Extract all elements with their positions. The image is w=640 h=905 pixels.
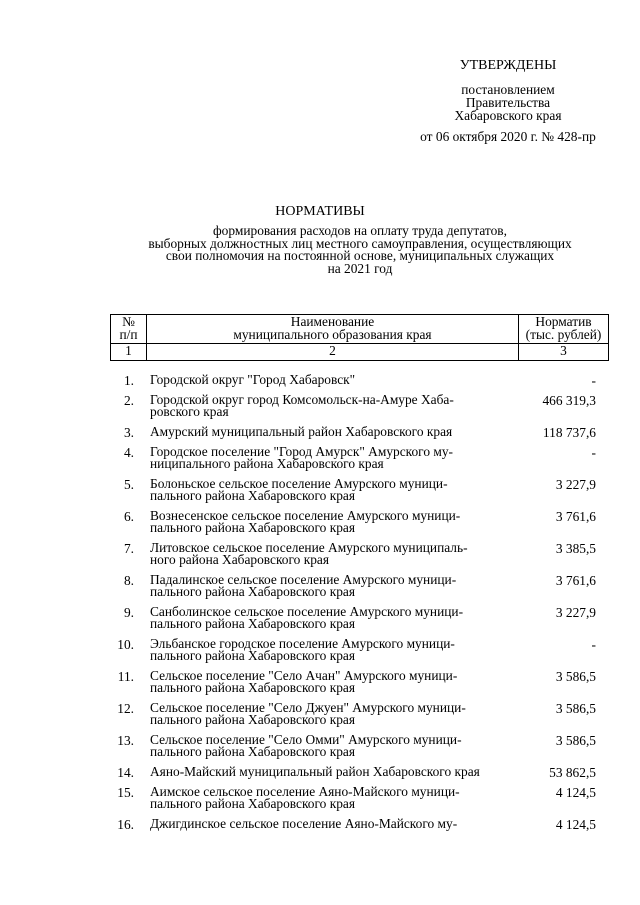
row-number: 8. bbox=[123, 573, 134, 588]
row-value: 53 862,5 bbox=[549, 765, 596, 780]
row-number: 14. bbox=[117, 765, 134, 780]
row-number: 1. bbox=[123, 373, 134, 388]
row-number: 7. bbox=[123, 541, 134, 556]
row-name-line: Городской округ "Город Хабаровск" bbox=[150, 372, 356, 387]
row-number: 3. bbox=[123, 425, 134, 440]
row-name-line: Городской округ город Комсомольск-на-Амуре Хаба- bbox=[150, 392, 454, 407]
row-value: - bbox=[591, 637, 596, 652]
row-name-line: пального района Хабаровского края bbox=[150, 584, 356, 599]
row-value: 3 227,9 bbox=[555, 605, 596, 620]
column-number-cell: 3 bbox=[519, 344, 609, 361]
row-value: 3 761,6 bbox=[555, 509, 596, 524]
row-name-line: Сельское поселение "Село Омми" Амурского муници- bbox=[150, 732, 462, 747]
header-text: муниципального образования края bbox=[233, 326, 432, 342]
approval-block bbox=[400, 58, 616, 144]
row-name bbox=[150, 702, 520, 726]
row-number: 10. bbox=[117, 637, 134, 652]
header-row bbox=[111, 315, 609, 344]
row-value: 466 319,3 bbox=[542, 393, 596, 408]
row-number: 12. bbox=[117, 701, 134, 716]
header-name-cell bbox=[147, 315, 519, 344]
row-number: 4. bbox=[123, 445, 134, 460]
row-name-line: Эльбанское городское поселение Амурского муници- bbox=[150, 636, 455, 651]
row-name bbox=[150, 478, 520, 502]
column-number-cell: 1 bbox=[111, 344, 147, 361]
row-number: 6. bbox=[123, 509, 134, 524]
row-name bbox=[150, 394, 520, 418]
document-title: НОРМАТИВЫ bbox=[275, 204, 365, 219]
row-name bbox=[150, 734, 520, 758]
row-name bbox=[150, 818, 520, 830]
column-number-row bbox=[111, 344, 609, 361]
approval-heading: УТВЕРЖДЕНЫ bbox=[459, 58, 557, 73]
row-value: 3 385,5 bbox=[555, 541, 596, 556]
row-value: - bbox=[591, 373, 596, 388]
row-name bbox=[150, 606, 520, 630]
header-text: (тыс. рублей) bbox=[525, 326, 602, 342]
document-subtitle bbox=[100, 225, 620, 275]
header-text: Наименование bbox=[290, 314, 375, 329]
subtitle-line: формирования расходов на оплату труда депутатов, bbox=[213, 223, 507, 238]
row-value: 4 124,5 bbox=[555, 817, 596, 832]
row-name-line: ровского края bbox=[150, 404, 229, 419]
row-name bbox=[150, 766, 520, 778]
subtitle-line: свои полномочия на постоянной основе, муниципальных служащих bbox=[165, 248, 555, 263]
row-name-line: пального района Хабаровского края bbox=[150, 744, 356, 759]
row-name-line: Сельское поселение "Село Ачан" Амурского муници- bbox=[150, 668, 458, 683]
row-name-line: пального района Хабаровского края bbox=[150, 796, 356, 811]
row-name-line: Болоньское сельское поселение Амурского муници- bbox=[150, 476, 448, 491]
row-name bbox=[150, 786, 520, 810]
row-name-line: ного района Хабаровского края bbox=[150, 552, 329, 567]
row-name-line: Литовское сельское поселение Амурского муниципаль- bbox=[150, 540, 468, 555]
row-number: 2. bbox=[123, 393, 134, 408]
row-name bbox=[150, 638, 520, 662]
row-name bbox=[150, 670, 520, 694]
row-name-line: Сельское поселение "Село Джуен" Амурского муници- bbox=[150, 700, 466, 715]
row-name-line: Амурский муниципальный район Хабаровского края bbox=[150, 424, 453, 439]
column-number-cell: 2 bbox=[147, 344, 519, 361]
row-value: 4 124,5 bbox=[555, 785, 596, 800]
row-number: 15. bbox=[117, 785, 134, 800]
row-name-line: Джигдинское сельское поселение Аяно-Майского му- bbox=[150, 816, 458, 831]
row-value: - bbox=[591, 445, 596, 460]
row-name-line: пального района Хабаровского края bbox=[150, 648, 356, 663]
row-number: 5. bbox=[123, 477, 134, 492]
row-name-line: ниципального района Хабаровского края bbox=[150, 456, 384, 471]
row-value: 3 761,6 bbox=[555, 573, 596, 588]
row-name bbox=[150, 446, 520, 470]
header-text: № bbox=[122, 314, 135, 329]
row-number: 9. bbox=[123, 605, 134, 620]
row-name-line: пального района Хабаровского края bbox=[150, 680, 356, 695]
approval-line: постановлением bbox=[461, 82, 555, 97]
row-name-line: пального района Хабаровского края bbox=[150, 616, 356, 631]
row-name-line: Санболинское сельское поселение Амурского муници- bbox=[150, 604, 464, 619]
row-name bbox=[150, 574, 520, 598]
row-name bbox=[150, 374, 520, 386]
row-name-line: Падалинское сельское поселение Амурского муници- bbox=[150, 572, 457, 587]
row-name-line: Аяно-Майский муниципальный район Хабаровского края bbox=[150, 764, 480, 779]
row-name-line: пального района Хабаровского края bbox=[150, 520, 356, 535]
row-name-line: пального района Хабаровского края bbox=[150, 488, 356, 503]
table-header bbox=[110, 314, 609, 361]
row-value: 3 586,5 bbox=[555, 733, 596, 748]
header-number-cell bbox=[111, 315, 147, 344]
row-name bbox=[150, 426, 520, 438]
header-text: п/п bbox=[119, 326, 138, 342]
row-name bbox=[150, 542, 520, 566]
row-name-line: Вознесенское сельское поселение Амурского муници- bbox=[150, 508, 461, 523]
row-value: 118 737,6 bbox=[542, 425, 596, 440]
row-name bbox=[150, 510, 520, 534]
header-text: Норматив bbox=[535, 314, 592, 329]
row-number: 13. bbox=[117, 733, 134, 748]
approval-date: от 06 октября 2020 г. № 428-пр bbox=[420, 129, 596, 144]
row-name-line: Аимское сельское поселение Аяно-Майского муници- bbox=[150, 784, 460, 799]
header-norm-cell bbox=[519, 315, 609, 344]
row-value: 3 586,5 bbox=[555, 669, 596, 684]
row-name-line: Городское поселение "Город Амурск" Амурского му- bbox=[150, 444, 454, 459]
subtitle-line: выборных должностных лиц местного самоуправления, осуществляющих bbox=[148, 235, 572, 251]
subtitle-line: на 2021 год bbox=[327, 260, 393, 276]
row-value: 3 586,5 bbox=[555, 701, 596, 716]
row-value: 3 227,9 bbox=[555, 477, 596, 492]
row-number: 16. bbox=[117, 817, 134, 832]
approval-line: Правительства bbox=[465, 95, 551, 110]
approval-line: Хабаровского края bbox=[454, 108, 562, 123]
row-number: 11. bbox=[117, 669, 134, 684]
row-name-line: пального района Хабаровского края bbox=[150, 712, 356, 727]
